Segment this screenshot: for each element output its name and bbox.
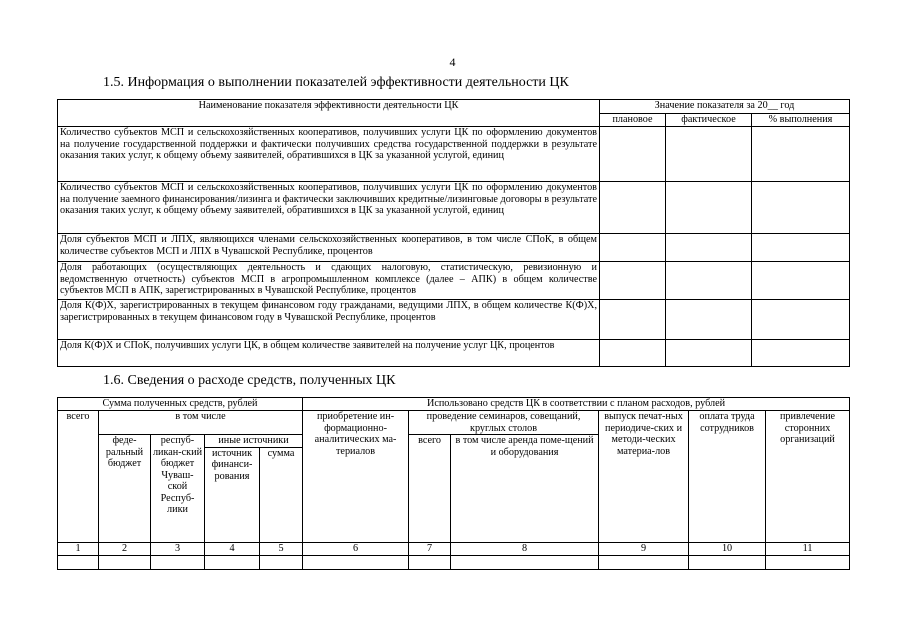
head-used: Использовано средств ЦК в соответствии с планом расходов, рублей [303,398,850,411]
col-number: 6 [303,542,409,555]
received-total: всего [58,411,99,543]
indicator-row-label: Доля К(Ф)Х и СПоК, получивших услуги ЦК, в общем количестве заявителей на получение услуг ЦК, процентов [58,340,600,367]
percent-cell[interactable] [752,340,850,367]
col-sum: сумма [260,447,303,542]
percent-cell[interactable] [752,234,850,262]
planned-cell[interactable] [600,182,666,234]
col-info-materials: приобретение ин-формационно-аналитических ма-териалов [303,411,409,543]
percent-cell[interactable] [752,300,850,340]
percent-cell[interactable] [752,127,850,182]
col-indicator-value: Значение показателя за 20__ год [600,100,850,114]
planned-cell[interactable] [600,262,666,300]
data-cell[interactable] [689,555,766,569]
col-seminars-total: всего [409,435,451,543]
data-cell[interactable] [58,555,99,569]
data-cell[interactable] [766,555,850,569]
col-planned: плановое [600,114,666,127]
actual-cell[interactable] [666,300,752,340]
data-cell[interactable] [205,555,260,569]
col-number: 7 [409,542,451,555]
col-third-party: привлечение сторонних организаций [766,411,850,543]
indicators-table [57,99,850,367]
indicator-row-label: Количество субъектов МСП и сельскохозяйственных кооперативов, получивших услуги ЦК по оформлению документов на получение заемного финансирования/лизинга и фактически заключивших кредитные/лизинговые договоры в результате оказания таких услуг, к общему объему заявителей, обратившихся в ЦК за указанной услугой, единиц [58,182,600,234]
percent-cell[interactable] [752,262,850,300]
col-number: 5 [260,542,303,555]
indicator-row-label: Доля работающих (осуществляющих деятельность и сдающих налоговую, статистическую, ревизионную и ведомственную отчетность) субъектов МСП в агропромышленном комплексе (далее – АПК) в общем количестве субъектов МСП в АПК, зарегистрированных в Чувашской Республике, процентов [58,262,600,300]
col-number: 2 [99,542,151,555]
col-funding-source: источник финанси-рования [205,447,260,542]
page-number: 4 [449,55,456,69]
data-cell[interactable] [99,555,151,569]
actual-cell[interactable] [666,340,752,367]
col-number: 9 [599,542,689,555]
actual-cell[interactable] [666,182,752,234]
data-cell[interactable] [409,555,451,569]
col-seminars: проведение семинаров, совещаний, круглых столов [409,411,599,435]
section-1-5-title: 1.5. Информация о выполнении показателей эффективности деятельности ЦК [103,75,569,90]
col-republic-budget: респуб-ликан-ский бюджет Чуваш-ской Респуб-лики [151,435,205,543]
planned-cell[interactable] [600,340,666,367]
data-cell[interactable] [599,555,689,569]
actual-cell[interactable] [666,127,752,182]
col-number: 1 [58,542,99,555]
received-including: в том числе [99,411,303,435]
indicator-row-label: Количество субъектов МСП и сельскохозяйственных кооперативов, получивших услуги ЦК по оформлению документов на получение государственной поддержки и фактически получивших средства государственной поддержки в результате оказания таких услуг, к общему объему заявителей, обратившихся в ЦК за указанной услугой, единиц [58,127,600,182]
section-1-6-title: 1.6. Сведения о расходе средств, полученных ЦК [103,373,396,388]
data-cell[interactable] [451,555,599,569]
data-cell[interactable] [303,555,409,569]
col-number: 8 [451,542,599,555]
expenses-table [57,397,850,570]
indicator-row-label: Доля субъектов МСП и ЛПХ, являющихся членами сельскохозяйственных кооперативов, в том числе СПоК, в общем количестве субъектов МСП и ЛПХ в Чувашской Республике, процентов [58,234,600,262]
data-cell[interactable] [151,555,205,569]
percent-cell[interactable] [752,182,850,234]
planned-cell[interactable] [600,300,666,340]
col-number: 10 [689,542,766,555]
col-printed-materials: выпуск печат-ных периодиче-ских и методи-ческих материа-лов [599,411,689,543]
col-number: 11 [766,542,850,555]
data-cell[interactable] [260,555,303,569]
col-number: 3 [151,542,205,555]
col-number: 4 [205,542,260,555]
actual-cell[interactable] [666,234,752,262]
planned-cell[interactable] [600,127,666,182]
col-other-sources: иные источники [205,435,303,448]
col-indicator-name: Наименование показателя эффективности деятельности ЦК [58,100,600,127]
indicator-row-label: Доля К(Ф)Х, зарегистрированных в текущем финансовом году гражданами, ведущими ЛПХ, в общем количестве К(Ф)Х, зарегистрированных в текущем финансовом году в Чувашской Республике, процентов [58,300,600,340]
planned-cell[interactable] [600,234,666,262]
col-seminars-rent: в том числе аренда поме-щений и оборудования [451,435,599,543]
col-salary: оплата труда сотрудников [689,411,766,543]
head-received: Сумма полученных средств, рублей [58,398,303,411]
col-actual: фактическое [666,114,752,127]
actual-cell[interactable] [666,262,752,300]
col-federal-budget: феде-ральный бюджет [99,435,151,543]
col-percent: % выполнения [752,114,850,127]
